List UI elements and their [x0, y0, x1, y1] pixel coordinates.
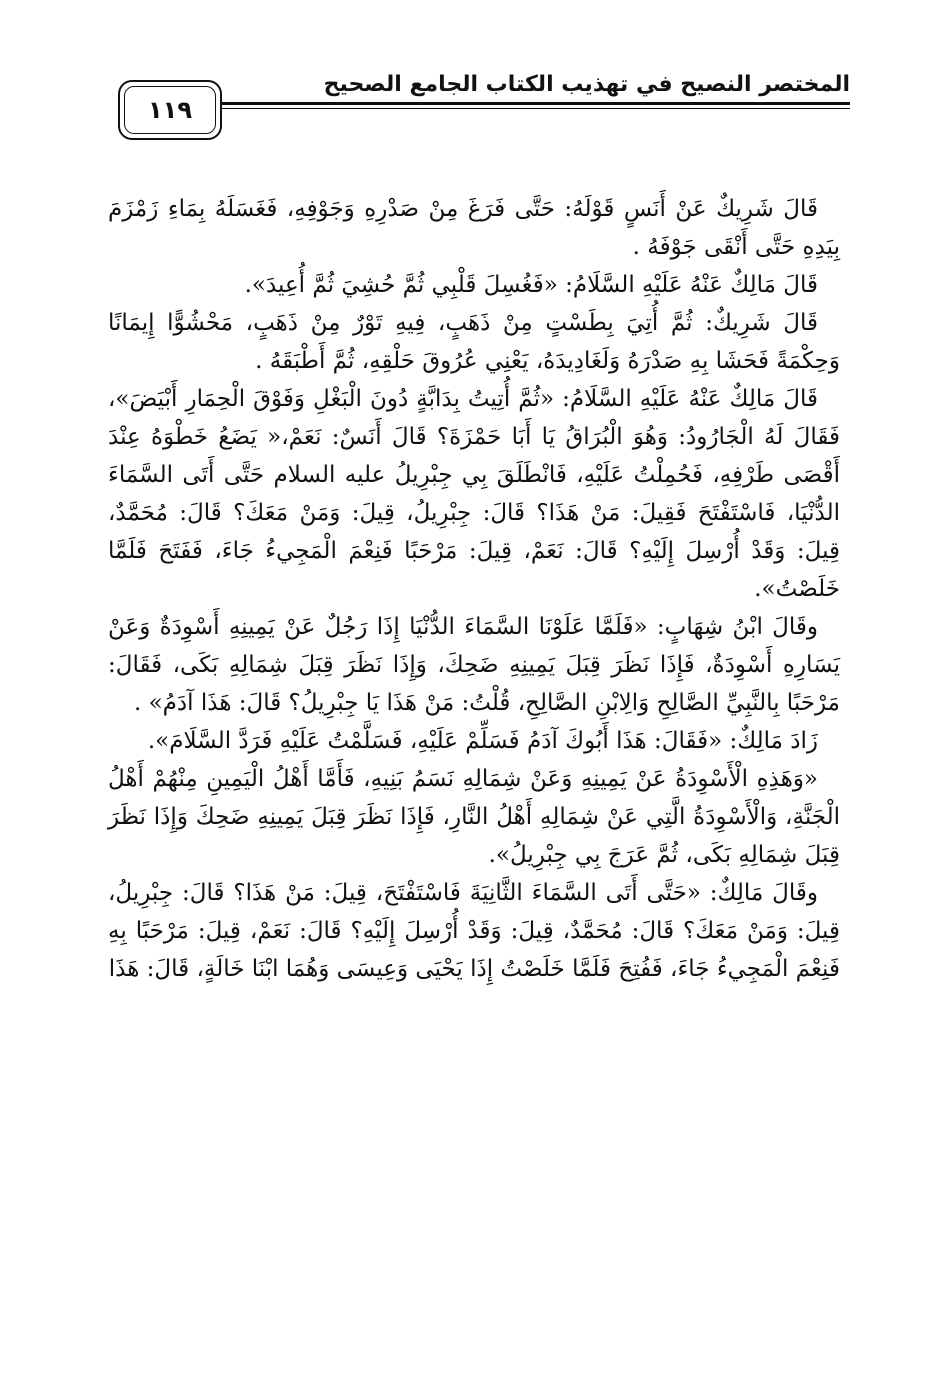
paragraph: قَالَ شَرِيكٌ: ثُمَّ أُتِيَ بِطَسْتٍ مِنْ ذَهَبٍ، فِيهِ تَوْرٌ مِنْ ذَهَبٍ، مَحْشُوًّا إِيمَانًا وَحِكْمَةً فَحَشَا بِهِ صَدْرَهُ وَلَغَادِيدَهُ، يَعْنِي عُرُوقَ حَلْقِهِ، ثُمَّ أَطْبَقَهُ . — [108, 310, 840, 374]
header-rule-thin — [220, 108, 850, 109]
paragraph: وقَالَ ابْنُ شِهَابٍ: «فَلَمَّا عَلَوْنَا السَّمَاءَ الدُّنْيَا إِذَا رَجُلٌ عَنْ يَمِينِهِ أَسْوِدَةٌ وَعَنْ يَسَارِهِ أَسْوِدَةٌ، فَإِذَا نَظَرَ قِبَلَ يَمِينِهِ ضَحِكَ، وَإِذَا نَظَرَ قِبَلَ شِمَالِهِ بَكَى، فَقَالَ: مَرْحَبًا بِالنَّبِيِّ الصَّالِحِ وَالِابْنِ الصَّالِحِ، قُلْتُ: مَنْ هَذَا يَا جِبْرِيلُ؟ قَالَ: هَذَا آدَمُ» . — [108, 614, 840, 716]
body-text — [108, 190, 840, 988]
page-number: ١١٩ — [124, 86, 216, 134]
paragraph: قَالَ مَالِكٌ عَنْهُ عَلَيْهِ السَّلَامُ: «ثُمَّ أُتِيتُ بِدَابَّةٍ دُونَ الْبَغْلِ وَفَوْقَ الْحِمَارِ أَبْيَضَ»، فَقَالَ لَهُ الْجَارُودُ: وَهُوَ الْبُرَاقُ يَا أَبَا حَمْزَةَ؟ قَالَ أَنَسٌ: نَعَمْ،« يَضَعُ خَطْوَهُ عِنْدَ أَقْصَى طَرْفِهِ، فَحُمِلْتُ عَلَيْهِ، فَانْطَلَقَ بِي جِبْرِيلُ عليه السلام حَتَّى أَتَى السَّمَاءَ الدُّنْيَا، فَاسْتَفْتَحَ فَقِيلَ: مَنْ هَذَا؟ قَالَ: جِبْرِيلُ، قِيلَ: وَمَنْ مَعَكَ؟ قَالَ: مُحَمَّدٌ، قِيلَ: وَقَدْ أُرْسِلَ إِلَيْهِ؟ قَالَ: نَعَمْ، قِيلَ: مَرْحَبًا فَنِعْمَ الْمَجِيءُ جَاءَ، فَفَتَحَ فَلَمَّا خَلَصْتُ». — [108, 386, 840, 602]
paragraph: وقَالَ مَالِكٌ: «حَتَّى أَتَى السَّمَاءَ الثَّانِيَةَ فَاسْتَفْتَحَ، قِيلَ: مَنْ هَذَا؟ قَالَ: جِبْرِيلُ، قِيلَ: وَمَنْ مَعَكَ؟ قَالَ: مُحَمَّدٌ، قِيلَ: وَقَدْ أُرْسِلَ إِلَيْهِ؟ قَالَ: نَعَمْ، قِيلَ: مَرْحَبًا بِهِ فَنِعْمَ الْمَجِيءُ جَاءَ، فَفُتِحَ فَلَمَّا خَلَصْتُ إِذَا يَحْيَى وَعِيسَى وَهُمَا ابْنَا خَالَةٍ، قَالَ: هَذَا — [108, 880, 840, 982]
header-rule-thick — [220, 102, 850, 105]
paragraph: زَادَ مَالِكٌ: «فَقَالَ: هَذَا أَبُوكَ آدَمُ فَسَلِّمْ عَلَيْهِ، فَسَلَّمْتُ عَلَيْهِ فَرَدَّ السَّلَامَ». — [147, 728, 818, 754]
page-number-frame — [118, 80, 222, 140]
paragraph: قَالَ شَرِيكٌ عَنْ أَنَسٍ قَوْلَهُ: حَتَّى فَرَغَ مِنْ صَدْرِهِ وَجَوْفِهِ، فَغَسَلَهُ بِمَاءِ زَمْزَمَ بِيَدِهِ حَتَّى أَنْقَى جَوْفَهُ . — [108, 196, 840, 260]
running-title: المختصر النصيح في تهذيب الكتاب الجامع الصحيح — [323, 72, 850, 97]
page-header — [110, 62, 850, 142]
paragraph: قَالَ مَالِكٌ عَنْهُ عَلَيْهِ السَّلَامُ: «فَغُسِلَ قَلْبِي ثُمَّ حُشِيَ ثُمَّ أُعِيدَ». — [244, 272, 818, 298]
paragraph: «وَهَذِهِ الْأَسْوِدَةُ عَنْ يَمِينِهِ وَعَنْ شِمَالِهِ نَسَمُ بَنِيهِ، فَأَمَّا أَهْلُ الْيَمِينِ مِنْهُمْ أَهْلُ الْجَنَّةِ، وَالْأَسْوِدَةُ الَّتِي عَنْ شِمَالِهِ أَهْلُ النَّارِ، فَإِذَا نَظَرَ قِبَلَ يَمِينِهِ ضَحِكَ وَإِذَا نَظَرَ قِبَلَ شِمَالِهِ بَكَى، ثُمَّ عَرَجَ بِي جِبْرِيلُ». — [108, 766, 840, 868]
